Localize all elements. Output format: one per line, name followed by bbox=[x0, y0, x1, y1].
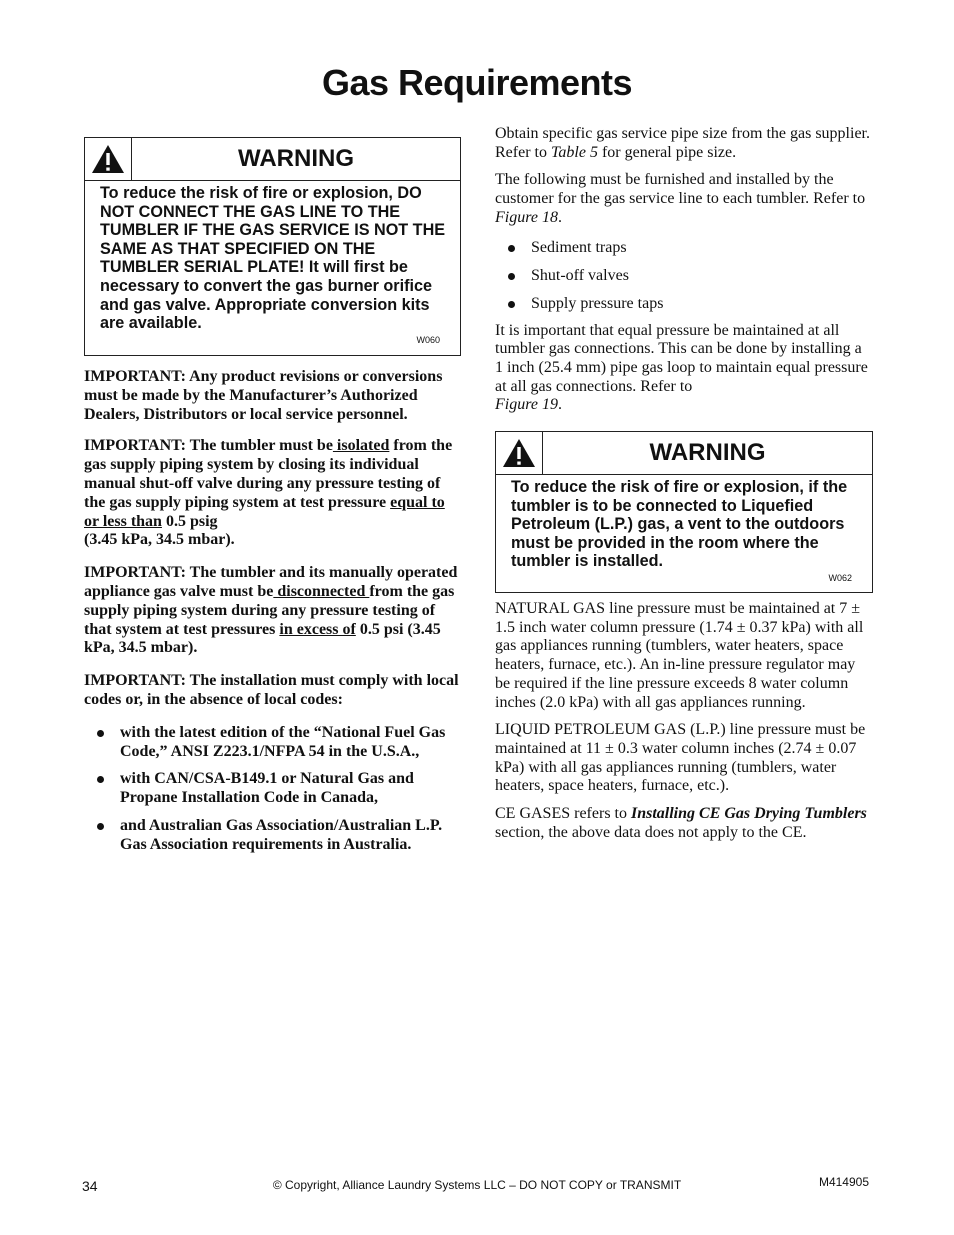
left-column bbox=[84, 137, 461, 864]
underlined-text: equal to or less than bbox=[84, 493, 445, 530]
underlined-text: disconnected bbox=[273, 582, 370, 600]
codes-list bbox=[84, 724, 461, 855]
important-note-disconnect bbox=[84, 564, 461, 658]
warning-header bbox=[496, 432, 872, 475]
bullet-icon bbox=[97, 823, 104, 830]
note-text: 0.5 psig bbox=[161, 512, 218, 530]
warning-title: WARNING bbox=[238, 145, 354, 172]
para-text: Obtain specific gas service pipe size from the gas supplier. Refer to bbox=[495, 125, 870, 161]
list-item bbox=[84, 724, 461, 762]
note-text: IMPORTANT: The tumbler must be bbox=[84, 437, 333, 455]
page-number: 34 bbox=[82, 1178, 98, 1194]
page-title: Gas Requirements bbox=[321, 62, 633, 103]
warning-title: WARNING bbox=[649, 439, 766, 467]
para-text: section, the above data does not apply to the CE. bbox=[495, 823, 807, 841]
right-column bbox=[495, 125, 873, 842]
figure-reference-link[interactable]: Figure 18 bbox=[495, 208, 558, 226]
important-note-revisions: IMPORTANT: Any product revisions or conversions must be made by the Manufacturer’s Authorized Dealers, Distributors or local service personnel. bbox=[84, 368, 443, 423]
list-item-text: Supply pressure taps bbox=[531, 294, 664, 312]
warning-triangle-icon bbox=[90, 143, 126, 175]
bullet-icon bbox=[508, 301, 515, 308]
section-reference-link[interactable]: Installing CE Gas Drying Tumblers bbox=[630, 805, 867, 823]
warning-triangle-icon bbox=[501, 437, 537, 469]
underlined-text: in excess of bbox=[279, 620, 356, 638]
underlined-text: isolated bbox=[332, 437, 390, 455]
warning-header bbox=[85, 138, 460, 181]
list-item bbox=[495, 238, 873, 257]
list-item-text: and Australian Gas Association/Australian L.P. Gas Association requirements in Australia. bbox=[120, 816, 443, 853]
warning-icon-cell bbox=[85, 138, 132, 180]
copyright-notice: © Copyright, Alliance Laundry Systems LLC – DO NOT COPY or TRANSMIT bbox=[272, 1178, 682, 1192]
note-text: from the gas supply piping system by closing its individual manual shut-off valve during any pressure testing of the gas supply piping system at test pressure bbox=[84, 437, 453, 511]
note-text: from the gas supply piping system during any pressure testing of that system at test pressures bbox=[84, 582, 455, 638]
para-text: The following must be furnished and installed by the customer for the gas service line to each tumbler. Refer to bbox=[495, 171, 866, 208]
paragraph-furnished bbox=[495, 171, 873, 227]
para-text: It is important that equal pressure be maintained at all tumbler gas connections. This can be done by installing a 1 inch (25.4 mm) pipe gas loop to maintain equal pressure at all gas connections. Refer to bbox=[495, 321, 868, 395]
figure-reference-link[interactable]: Figure 19 bbox=[495, 396, 558, 414]
paragraph-equal-pressure bbox=[495, 322, 873, 416]
list-item-text: Sediment traps bbox=[531, 238, 627, 256]
list-item-text: Shut-off valves bbox=[531, 266, 629, 284]
paragraph-lp-gas: LIQUID PETROLEUM GAS (L.P.) line pressure must be maintained at 11 ± 0.3 water column inches (2.74 ± 0.07 kPa) with all gas appliances running (tumblers, water heaters, space heaters, furnace, etc.). bbox=[495, 721, 866, 795]
table-reference-link[interactable]: Table 5 bbox=[550, 143, 598, 161]
warning-code: W060 bbox=[416, 334, 440, 345]
document-number: M414905 bbox=[818, 1175, 869, 1189]
para-text: . bbox=[557, 208, 562, 226]
furnished-items-list bbox=[495, 238, 873, 313]
bullet-icon bbox=[97, 730, 104, 737]
bullet-icon bbox=[508, 273, 515, 280]
warning-box bbox=[495, 431, 873, 593]
para-text: for general pipe size. bbox=[597, 143, 737, 161]
para-text: . bbox=[557, 396, 562, 414]
bullet-icon bbox=[97, 776, 104, 783]
bullet-icon bbox=[508, 245, 515, 252]
list-item bbox=[495, 294, 873, 313]
important-note-codes: IMPORTANT: The installation must comply with local codes or, in the absence of local codes: bbox=[84, 672, 459, 708]
warning-code: W062 bbox=[828, 573, 852, 583]
paragraph-pipe-size bbox=[495, 125, 873, 162]
list-item bbox=[84, 817, 461, 855]
note-text: 0.5 psi (3.45 kPa, 34.5 mbar). bbox=[84, 620, 441, 657]
list-item bbox=[495, 266, 873, 285]
note-text: (3.45 kPa, 34.5 mbar). bbox=[84, 531, 235, 549]
important-note-isolation bbox=[84, 437, 461, 550]
list-item bbox=[84, 770, 461, 808]
warning-box bbox=[84, 137, 461, 356]
paragraph-natural-gas: NATURAL GAS line pressure must be maintained at 7 ± 1.5 inch water column pressure (1.74 ± 0.37 kPa) with all gas appliances running (tumblers, water heaters, space heaters, furnace, etc.). An in-line pressure regulator may be required if the line pressure exceeds 8 water column inches (2.0 kPa) with all gas appliances running. bbox=[495, 600, 864, 711]
para-text: CE GASES refers to bbox=[495, 805, 631, 823]
warning-icon-cell bbox=[496, 432, 543, 474]
warning-text: To reduce the risk of fire or explosion, if the tumbler is to be connected to Liquefied Petroleum (L.P.) gas, a vent to the outdoors must be provided in the room where the tumbler is installed. bbox=[511, 478, 848, 571]
warning-text: To reduce the risk of fire or explosion, DO NOT CONNECT THE GAS LINE TO THE TUMBLER IF THE GAS SERVICE IS NOT THE SAME AS THAT SPECIFIED ON THE TUMBLER SERIAL PLATE! It will first be necessary to convert the gas burner orifice and gas valve. Appropriate conversion kits are available. bbox=[100, 184, 446, 333]
list-item-text: with CAN/CSA-B149.1 or Natural Gas and Propane Installation Code in Canada, bbox=[120, 770, 414, 807]
paragraph-ce-gases bbox=[495, 805, 873, 842]
list-item-text: with the latest edition of the “National Fuel Gas Code,” ANSI Z223.1/NFPA 54 in the U.S.A., bbox=[120, 723, 446, 760]
note-text: IMPORTANT: The tumbler and its manually operated appliance gas valve must be bbox=[84, 564, 458, 600]
